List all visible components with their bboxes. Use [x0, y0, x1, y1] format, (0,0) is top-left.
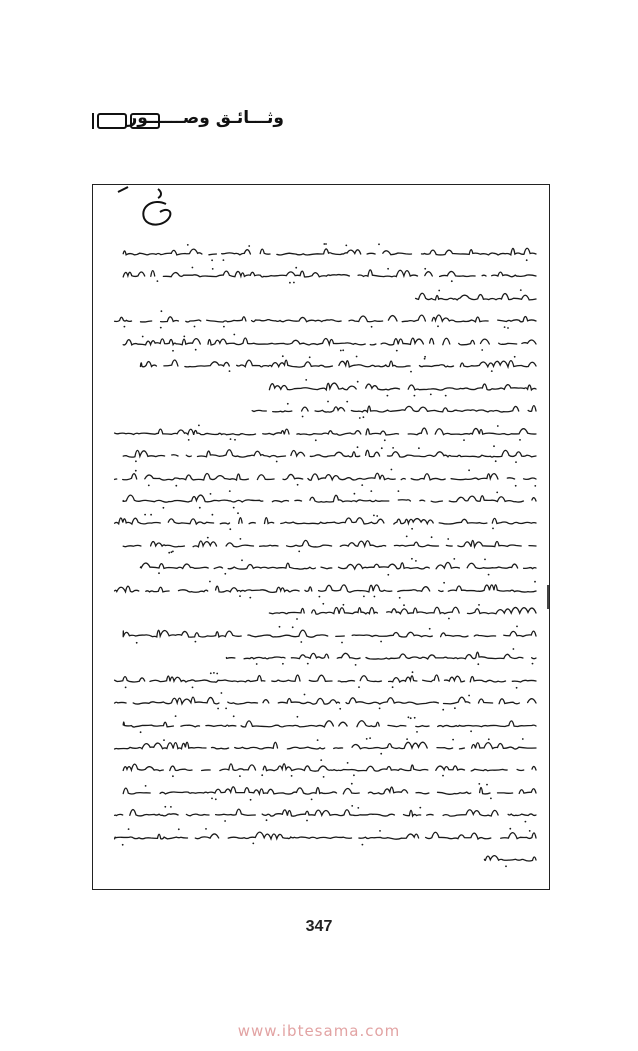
handwriting-strokes [100, 846, 540, 868]
margin-tick [547, 585, 549, 609]
handwritten-line [100, 285, 540, 307]
handwriting-strokes [100, 734, 540, 756]
handwritten-line [100, 846, 540, 868]
handwriting-strokes [100, 824, 540, 846]
handwritten-line [100, 420, 540, 442]
handwriting-strokes [100, 801, 540, 823]
handwritten-line [100, 375, 540, 397]
handwriting-strokes [100, 599, 540, 621]
handwriting-strokes [100, 487, 540, 509]
handwritten-line [100, 262, 540, 284]
handwritten-line [100, 712, 540, 734]
handwriting-strokes [100, 577, 540, 599]
watermark: www.ibtesama.com [237, 1022, 401, 1040]
handwritten-line [100, 307, 540, 329]
handwritten-mark [110, 184, 180, 234]
handwriting-strokes [100, 689, 540, 711]
handwriting-strokes [100, 420, 540, 442]
handwriting-strokes [100, 712, 540, 734]
handwritten-line [100, 622, 540, 644]
handwriting-strokes [100, 509, 540, 531]
handwriting-strokes [100, 375, 540, 397]
handwritten-line [100, 352, 540, 374]
handwritten-line [100, 577, 540, 599]
handwriting-strokes [100, 554, 540, 576]
handwriting-strokes [100, 667, 540, 689]
header-ornament-boxes [92, 113, 160, 127]
handwriting-strokes [100, 465, 540, 487]
header-title: وثـــائـق وصــــــور [127, 108, 284, 128]
handwriting-strokes [100, 644, 540, 666]
handwriting-strokes [100, 262, 540, 284]
handwriting-strokes [100, 532, 540, 554]
handwritten-line [100, 554, 540, 576]
handwriting-strokes [100, 779, 540, 801]
handwritten-line [100, 240, 540, 262]
handwritten-line [100, 397, 540, 419]
handwritten-line [100, 442, 540, 464]
handwritten-line [100, 532, 540, 554]
handwritten-line [100, 779, 540, 801]
handwritten-line [100, 734, 540, 756]
handwritten-line [100, 599, 540, 621]
handwriting-strokes [100, 756, 540, 778]
handwritten-line [100, 756, 540, 778]
handwritten-line [100, 465, 540, 487]
handwritten-line [100, 487, 540, 509]
handwriting-strokes [100, 442, 540, 464]
handwritten-line [100, 644, 540, 666]
page-number: 347 [305, 918, 333, 935]
handwritten-text-area [100, 240, 540, 880]
handwriting-strokes [100, 307, 540, 329]
handwritten-line [100, 330, 540, 352]
handwriting-strokes [100, 330, 540, 352]
handwriting-strokes [100, 352, 540, 374]
handwriting-strokes [100, 397, 540, 419]
handwritten-line [100, 801, 540, 823]
handwritten-line [100, 667, 540, 689]
handwritten-line [100, 824, 540, 846]
handwriting-strokes [100, 622, 540, 644]
handwritten-line [100, 689, 540, 711]
handwriting-strokes [100, 240, 540, 262]
page-header [92, 108, 284, 134]
handwritten-line [100, 509, 540, 531]
handwriting-strokes [100, 285, 540, 307]
